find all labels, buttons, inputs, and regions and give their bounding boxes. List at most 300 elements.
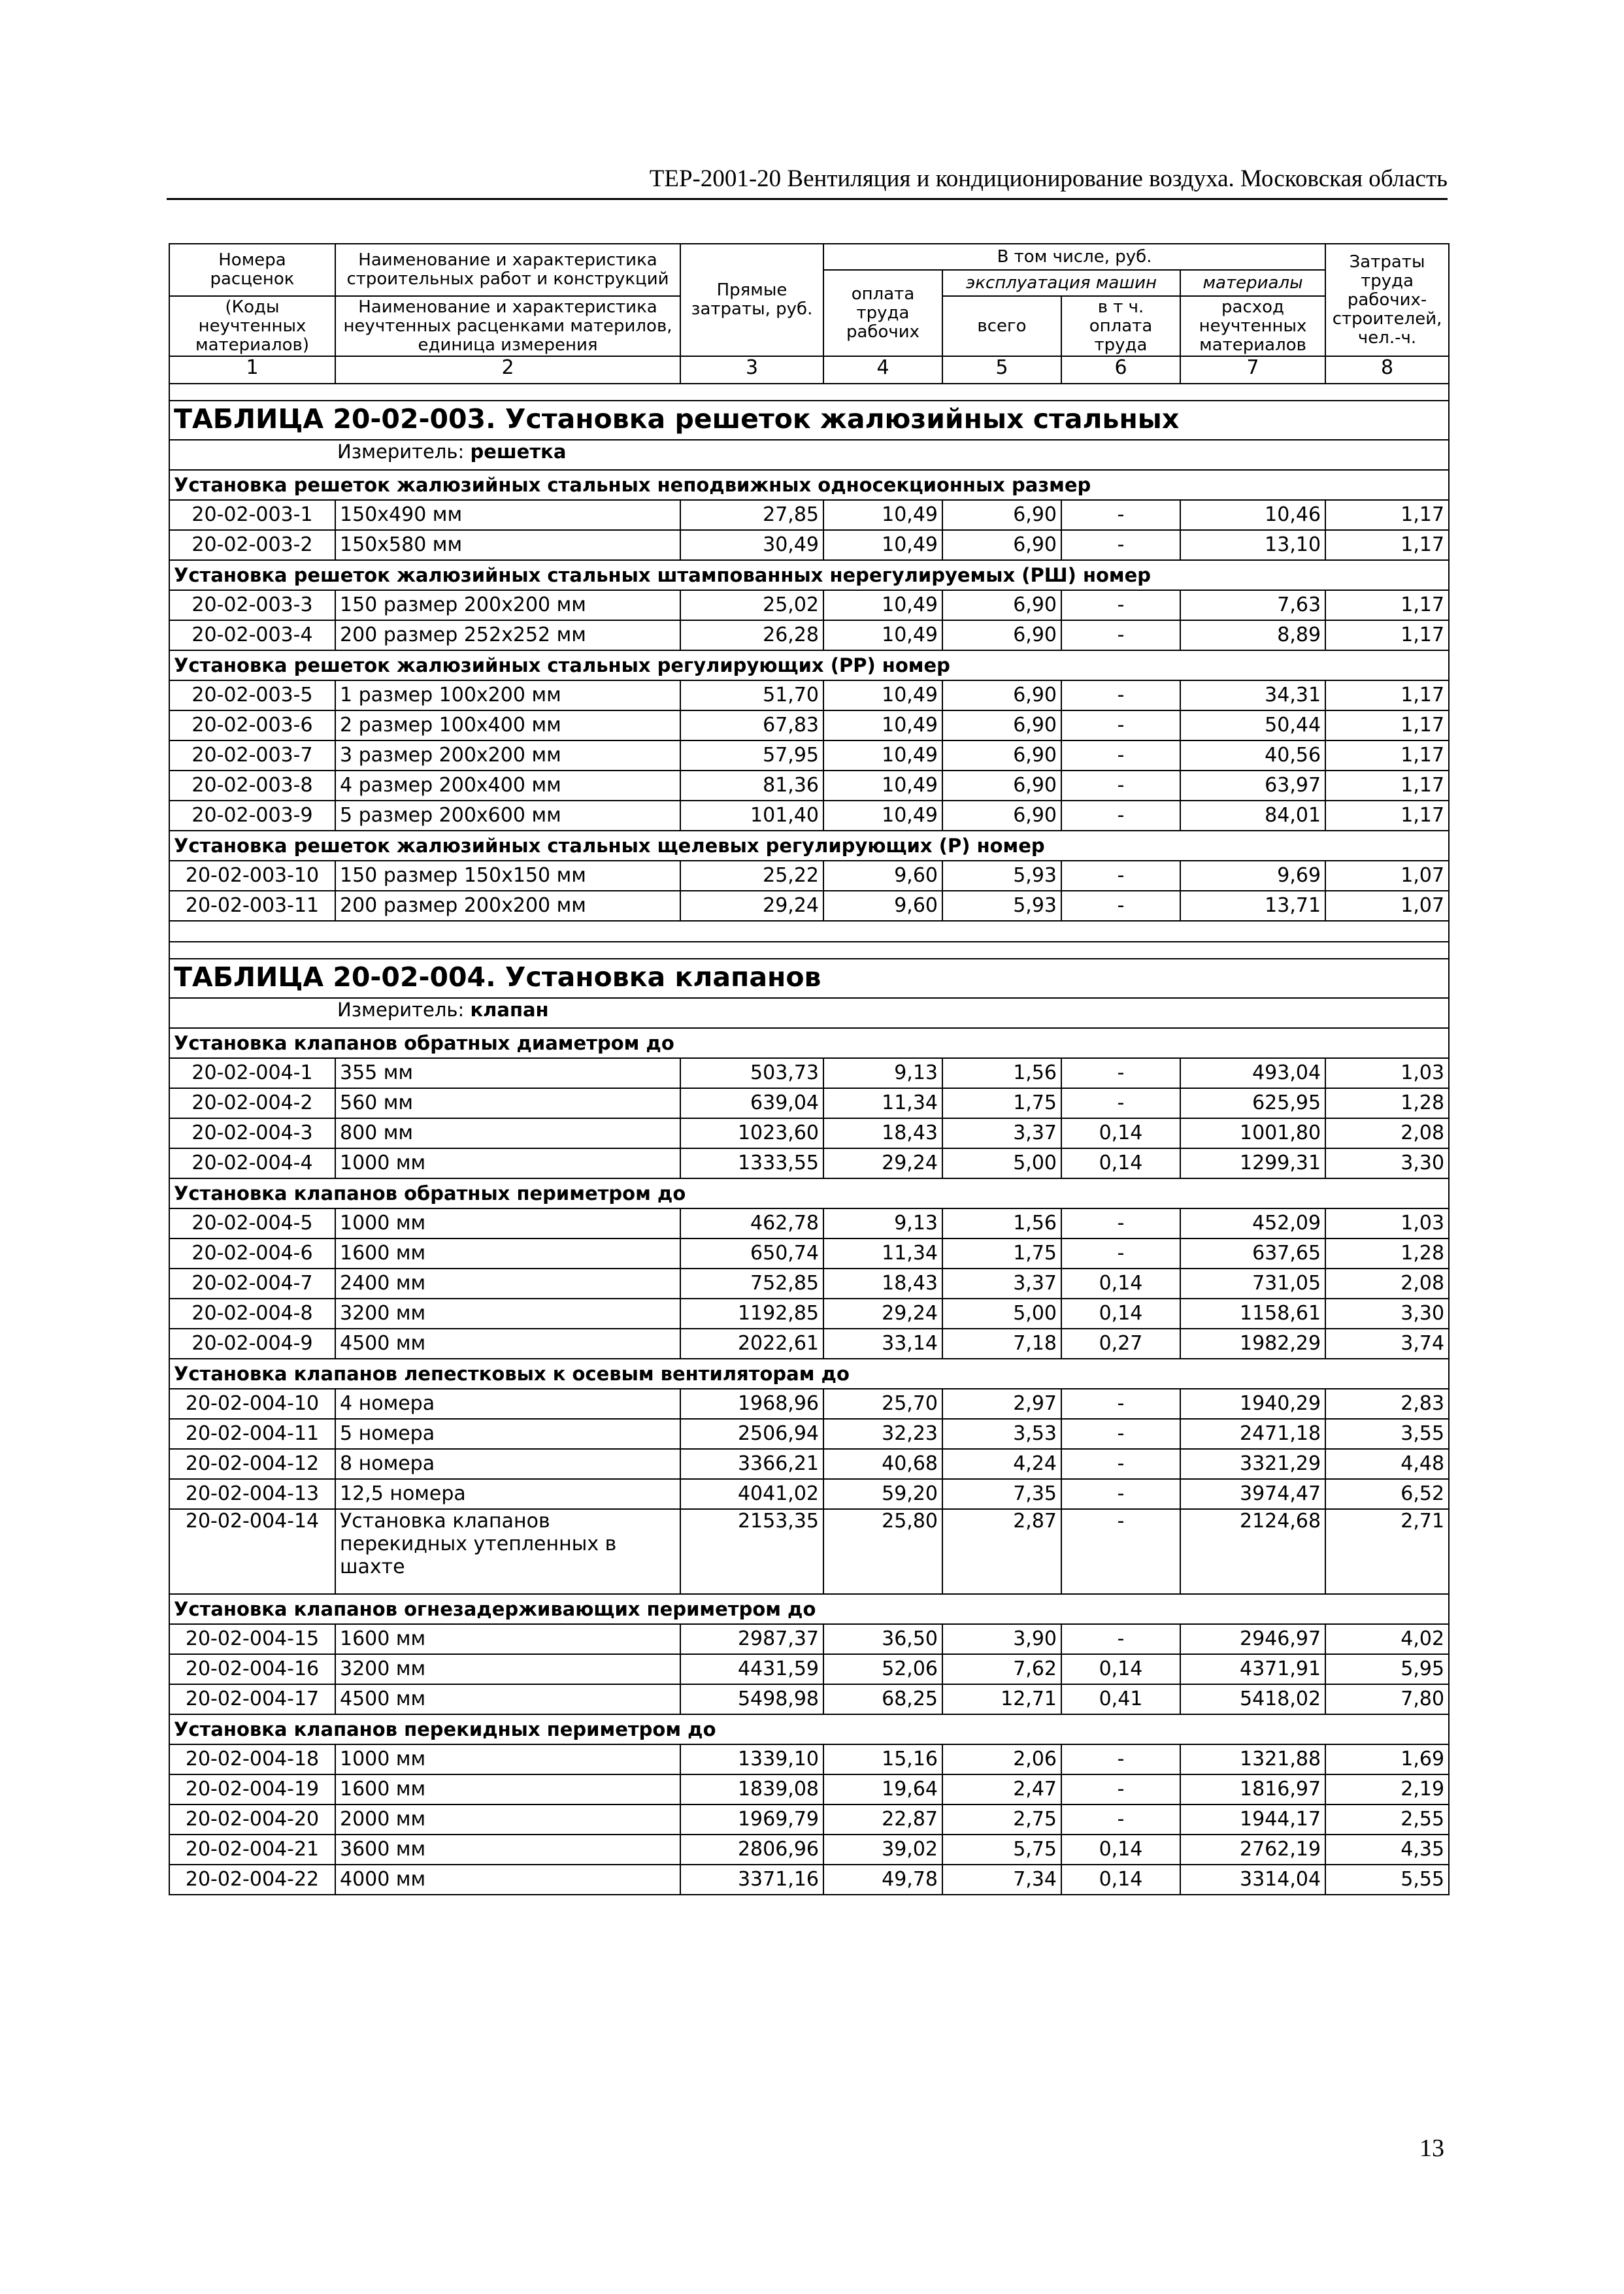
header-rule (167, 198, 1448, 200)
rate-code: 20-02-004-15 (169, 1624, 335, 1654)
table-row (169, 1269, 1449, 1299)
work-name: 3200 мм (335, 1654, 680, 1684)
header-machines: эксплуатация машин (942, 270, 1180, 296)
machine-cost: 6,90 (942, 801, 1061, 831)
labor-pay: 9,13 (823, 1208, 942, 1238)
labor-pay: 10,49 (823, 620, 942, 650)
machine-labor-pay: - (1061, 1088, 1180, 1118)
section-title: Установка клапанов перекидных периметром до (169, 1714, 1449, 1744)
section-title: Установка клапанов обратных диаметром до (169, 1028, 1449, 1058)
machine-cost: 5,93 (942, 861, 1061, 891)
labor-pay: 52,06 (823, 1654, 942, 1684)
spacer-cell (169, 942, 1449, 959)
material-cost: 2471,18 (1180, 1419, 1325, 1449)
machine-labor-pay: 0,14 (1061, 1269, 1180, 1299)
table-row (169, 1479, 1449, 1509)
labor-pay: 32,23 (823, 1419, 942, 1449)
direct-cost: 503,73 (680, 1058, 823, 1088)
table-row (169, 1088, 1449, 1118)
labor-hours: 1,17 (1325, 620, 1449, 650)
machine-cost: 3,37 (942, 1269, 1061, 1299)
rate-code: 20-02-004-17 (169, 1684, 335, 1714)
labor-hours: 4,35 (1325, 1835, 1449, 1865)
material-cost: 10,46 (1180, 500, 1325, 530)
table-row (169, 1329, 1449, 1359)
header-materials-sub: расход неучтенных материалов (1180, 296, 1325, 356)
direct-cost: 462,78 (680, 1208, 823, 1238)
table-gap (169, 921, 1449, 942)
work-name: 560 мм (335, 1088, 680, 1118)
rate-code: 20-02-004-4 (169, 1148, 335, 1178)
column-number: 1 (169, 356, 335, 384)
work-name: 800 мм (335, 1118, 680, 1148)
labor-pay: 11,34 (823, 1088, 942, 1118)
labor-pay: 10,49 (823, 530, 942, 560)
machine-cost: 4,24 (942, 1449, 1061, 1479)
machine-labor-pay: 0,14 (1061, 1118, 1180, 1148)
labor-pay: 10,49 (823, 801, 942, 831)
direct-cost: 30,49 (680, 530, 823, 560)
machine-cost: 2,06 (942, 1744, 1061, 1774)
section-title-row (169, 470, 1449, 500)
work-name: 1000 мм (335, 1208, 680, 1238)
section-title-row (169, 831, 1449, 861)
machine-cost: 1,75 (942, 1238, 1061, 1269)
material-cost: 8,89 (1180, 620, 1325, 650)
labor-hours: 3,30 (1325, 1299, 1449, 1329)
labor-pay: 29,24 (823, 1299, 942, 1329)
table-row (169, 1208, 1449, 1238)
machine-cost: 3,90 (942, 1624, 1061, 1654)
material-cost: 1944,17 (1180, 1804, 1325, 1835)
rate-code: 20-02-003-8 (169, 771, 335, 801)
rate-code: 20-02-004-2 (169, 1088, 335, 1118)
labor-pay: 10,49 (823, 710, 942, 740)
rate-code: 20-02-003-2 (169, 530, 335, 560)
direct-cost: 2806,96 (680, 1835, 823, 1865)
header-col1-top: Номера расценок (169, 244, 335, 296)
table-row (169, 590, 1449, 620)
labor-pay: 39,02 (823, 1835, 942, 1865)
direct-cost: 67,83 (680, 710, 823, 740)
machine-labor-pay: - (1061, 801, 1180, 831)
section-title: Установка решеток жалюзийных стальных регулирующих (РР) номер (169, 650, 1449, 680)
rate-code: 20-02-004-14 (169, 1509, 335, 1594)
work-name: 2400 мм (335, 1269, 680, 1299)
work-name: 1600 мм (335, 1238, 680, 1269)
machine-cost: 6,90 (942, 710, 1061, 740)
machine-labor-pay: - (1061, 1389, 1180, 1419)
rate-code: 20-02-004-1 (169, 1058, 335, 1088)
labor-pay: 40,68 (823, 1449, 942, 1479)
machine-labor-pay: - (1061, 771, 1180, 801)
column-number: 2 (335, 356, 680, 384)
direct-cost: 101,40 (680, 801, 823, 831)
measure-cell (169, 998, 1449, 1028)
labor-hours: 1,17 (1325, 530, 1449, 560)
direct-cost: 752,85 (680, 1269, 823, 1299)
labor-hours: 2,71 (1325, 1509, 1449, 1594)
table-row (169, 1449, 1449, 1479)
table-row (169, 1654, 1449, 1684)
header-machines-total: всего (942, 296, 1061, 356)
material-cost: 4371,91 (1180, 1654, 1325, 1684)
rate-code: 20-02-004-18 (169, 1744, 335, 1774)
material-cost: 63,97 (1180, 771, 1325, 801)
header-group: В том числе, руб. (823, 244, 1325, 270)
table-row (169, 1744, 1449, 1774)
direct-cost: 26,28 (680, 620, 823, 650)
page-number: 13 (1419, 2135, 1444, 2162)
machine-labor-pay: 0,14 (1061, 1865, 1180, 1895)
machine-labor-pay: - (1061, 620, 1180, 650)
material-cost: 3314,04 (1180, 1865, 1325, 1895)
table-title-cell (169, 959, 1449, 998)
direct-cost: 3371,16 (680, 1865, 823, 1895)
labor-pay: 11,34 (823, 1238, 942, 1269)
machine-labor-pay: - (1061, 740, 1180, 771)
table-row (169, 1118, 1449, 1148)
work-name: 5 номера (335, 1419, 680, 1449)
rate-code: 20-02-004-22 (169, 1865, 335, 1895)
table-row (169, 1058, 1449, 1088)
labor-hours: 5,95 (1325, 1654, 1449, 1684)
work-name: 1000 мм (335, 1744, 680, 1774)
work-name: Установка клапанов перекидных утепленных в шахте (335, 1509, 680, 1594)
table-title: ТАБЛИЦА 20-02-003. Установка решеток жалюзийных стальных (174, 403, 1180, 435)
work-name: 200 размер 252х252 мм (335, 620, 680, 650)
material-cost: 84,01 (1180, 801, 1325, 831)
labor-pay: 9,60 (823, 861, 942, 891)
labor-pay: 9,60 (823, 891, 942, 921)
direct-cost: 1333,55 (680, 1148, 823, 1178)
machine-cost: 7,62 (942, 1654, 1061, 1684)
labor-hours: 5,55 (1325, 1865, 1449, 1895)
labor-hours: 6,52 (1325, 1479, 1449, 1509)
machine-cost: 1,56 (942, 1208, 1061, 1238)
labor-hours: 4,02 (1325, 1624, 1449, 1654)
machine-labor-pay: 0,14 (1061, 1299, 1180, 1329)
rate-code: 20-02-004-3 (169, 1118, 335, 1148)
direct-cost: 1192,85 (680, 1299, 823, 1329)
rate-code: 20-02-004-16 (169, 1654, 335, 1684)
labor-hours: 2,08 (1325, 1269, 1449, 1299)
labor-pay: 33,14 (823, 1329, 942, 1359)
machine-cost: 7,18 (942, 1329, 1061, 1359)
machine-labor-pay: - (1061, 1419, 1180, 1449)
column-number: 7 (1180, 356, 1325, 384)
labor-pay: 18,43 (823, 1118, 942, 1148)
work-name: 150х580 мм (335, 530, 680, 560)
labor-pay: 68,25 (823, 1684, 942, 1714)
labor-hours: 1,03 (1325, 1208, 1449, 1238)
machine-cost: 2,87 (942, 1509, 1061, 1594)
section-title: Установка клапанов огнезадерживающих периметром до (169, 1594, 1449, 1624)
rate-code: 20-02-004-5 (169, 1208, 335, 1238)
work-name: 2 размер 100х400 мм (335, 710, 680, 740)
machine-cost: 6,90 (942, 740, 1061, 771)
material-cost: 40,56 (1180, 740, 1325, 771)
table-row (169, 1624, 1449, 1654)
work-name: 8 номера (335, 1449, 680, 1479)
table-spacer (169, 942, 1449, 959)
table-row (169, 1148, 1449, 1178)
work-name: 3600 мм (335, 1835, 680, 1865)
work-name: 1 размер 100х200 мм (335, 680, 680, 710)
material-cost: 1982,29 (1180, 1329, 1325, 1359)
labor-pay: 10,49 (823, 771, 942, 801)
section-title-row (169, 560, 1449, 590)
machine-labor-pay: - (1061, 1058, 1180, 1088)
work-name: 2000 мм (335, 1804, 680, 1835)
work-name: 1600 мм (335, 1774, 680, 1804)
material-cost: 3974,47 (1180, 1479, 1325, 1509)
rate-code: 20-02-003-6 (169, 710, 335, 740)
gap-cell (169, 921, 1449, 942)
machine-labor-pay: - (1061, 1774, 1180, 1804)
direct-cost: 25,22 (680, 861, 823, 891)
table-row (169, 710, 1449, 740)
machine-cost: 1,56 (942, 1058, 1061, 1088)
column-number: 5 (942, 356, 1061, 384)
rate-code: 20-02-004-19 (169, 1774, 335, 1804)
machine-cost: 6,90 (942, 530, 1061, 560)
machine-cost: 7,34 (942, 1865, 1061, 1895)
machine-labor-pay: - (1061, 710, 1180, 740)
column-number: 3 (680, 356, 823, 384)
labor-hours: 1,17 (1325, 500, 1449, 530)
material-cost: 34,31 (1180, 680, 1325, 710)
spacer-cell (169, 384, 1449, 401)
machine-cost: 7,35 (942, 1479, 1061, 1509)
machine-labor-pay: - (1061, 1238, 1180, 1269)
section-title: Установка решеток жалюзийных стальных неподвижных односекционных размер (169, 470, 1449, 500)
work-name: 4000 мм (335, 1865, 680, 1895)
direct-cost: 1968,96 (680, 1389, 823, 1419)
direct-cost: 1023,60 (680, 1118, 823, 1148)
machine-labor-pay: - (1061, 500, 1180, 530)
labor-pay: 10,49 (823, 740, 942, 771)
work-name: 150 размер 150х150 мм (335, 861, 680, 891)
material-cost: 2124,68 (1180, 1509, 1325, 1594)
labor-hours: 1,17 (1325, 590, 1449, 620)
labor-pay: 25,70 (823, 1389, 942, 1419)
table-title: ТАБЛИЦА 20-02-004. Установка клапанов (174, 961, 821, 993)
rate-code: 20-02-004-8 (169, 1299, 335, 1329)
table-row (169, 620, 1449, 650)
section-title-row (169, 1359, 1449, 1389)
column-number: 4 (823, 356, 942, 384)
labor-pay: 10,49 (823, 590, 942, 620)
work-name: 4500 мм (335, 1329, 680, 1359)
price-table (169, 243, 1450, 1895)
labor-hours: 2,55 (1325, 1804, 1449, 1835)
work-name: 355 мм (335, 1058, 680, 1088)
material-cost: 9,69 (1180, 861, 1325, 891)
rate-code: 20-02-004-7 (169, 1269, 335, 1299)
machine-labor-pay: - (1061, 891, 1180, 921)
machine-cost: 2,75 (942, 1804, 1061, 1835)
section-title-row (169, 1594, 1449, 1624)
labor-hours: 1,17 (1325, 771, 1449, 801)
rate-code: 20-02-004-21 (169, 1835, 335, 1865)
work-name: 1600 мм (335, 1624, 680, 1654)
work-name: 150 размер 200х200 мм (335, 590, 680, 620)
direct-cost: 639,04 (680, 1088, 823, 1118)
direct-cost: 51,70 (680, 680, 823, 710)
material-cost: 7,63 (1180, 590, 1325, 620)
rate-code: 20-02-003-1 (169, 500, 335, 530)
direct-cost: 25,02 (680, 590, 823, 620)
material-cost: 13,10 (1180, 530, 1325, 560)
labor-pay: 49,78 (823, 1865, 942, 1895)
direct-cost: 1969,79 (680, 1804, 823, 1835)
rate-code: 20-02-004-11 (169, 1419, 335, 1449)
header-col8: Затраты труда рабочих-строителей, чел.-ч. (1325, 244, 1449, 356)
table-row (169, 1419, 1449, 1449)
machine-labor-pay: 0,14 (1061, 1835, 1180, 1865)
labor-pay: 18,43 (823, 1269, 942, 1299)
table-title-row (169, 959, 1449, 998)
machine-cost: 6,90 (942, 590, 1061, 620)
rate-code: 20-02-004-12 (169, 1449, 335, 1479)
work-name: 1000 мм (335, 1148, 680, 1178)
machine-cost: 6,90 (942, 680, 1061, 710)
machine-cost: 6,90 (942, 771, 1061, 801)
labor-hours: 2,19 (1325, 1774, 1449, 1804)
measure-label: Измеритель: (337, 441, 471, 463)
table-row (169, 1299, 1449, 1329)
labor-hours: 7,80 (1325, 1684, 1449, 1714)
labor-hours: 4,48 (1325, 1449, 1449, 1479)
labor-hours: 3,30 (1325, 1148, 1449, 1178)
labor-hours: 1,17 (1325, 680, 1449, 710)
table-row (169, 740, 1449, 771)
running-header: ТЕР-2001-20 Вентиляция и кондиционирование воздуха. Московская область (649, 165, 1448, 192)
machine-cost: 6,90 (942, 620, 1061, 650)
column-number: 8 (1325, 356, 1449, 384)
machine-cost: 1,75 (942, 1088, 1061, 1118)
table-title-row (169, 401, 1449, 440)
machine-labor-pay: - (1061, 680, 1180, 710)
table-row (169, 1238, 1449, 1269)
rate-code: 20-02-003-4 (169, 620, 335, 650)
material-cost: 1158,61 (1180, 1299, 1325, 1329)
direct-cost: 5498,98 (680, 1684, 823, 1714)
table-row (169, 1804, 1449, 1835)
direct-cost: 3366,21 (680, 1449, 823, 1479)
measure-row (169, 998, 1449, 1028)
machine-labor-pay: - (1061, 530, 1180, 560)
machine-cost: 12,71 (942, 1684, 1061, 1714)
machine-labor-pay: - (1061, 861, 1180, 891)
section-title-row (169, 1178, 1449, 1208)
machine-labor-pay: - (1061, 1624, 1180, 1654)
table-row (169, 891, 1449, 921)
material-cost: 50,44 (1180, 710, 1325, 740)
labor-pay: 59,20 (823, 1479, 942, 1509)
table-row (169, 1835, 1449, 1865)
section-title-row (169, 1028, 1449, 1058)
table-row (169, 771, 1449, 801)
measure-label: Измеритель: (337, 999, 471, 1021)
machine-labor-pay: 0,14 (1061, 1654, 1180, 1684)
rate-code: 20-02-003-10 (169, 861, 335, 891)
header-col3: Прямые затраты, руб. (680, 244, 823, 356)
labor-hours: 3,74 (1325, 1329, 1449, 1359)
material-cost: 2946,97 (1180, 1624, 1325, 1654)
labor-hours: 1,07 (1325, 891, 1449, 921)
direct-cost: 29,24 (680, 891, 823, 921)
work-name: 200 размер 200х200 мм (335, 891, 680, 921)
machine-labor-pay: - (1061, 1804, 1180, 1835)
direct-cost: 4041,02 (680, 1479, 823, 1509)
labor-hours: 1,17 (1325, 801, 1449, 831)
table-row (169, 500, 1449, 530)
rate-code: 20-02-004-6 (169, 1238, 335, 1269)
rate-code: 20-02-004-9 (169, 1329, 335, 1359)
material-cost: 1299,31 (1180, 1148, 1325, 1178)
work-name: 4 номера (335, 1389, 680, 1419)
machine-labor-pay: - (1061, 590, 1180, 620)
labor-hours: 1,28 (1325, 1088, 1449, 1118)
machine-labor-pay: - (1061, 1479, 1180, 1509)
direct-cost: 81,36 (680, 771, 823, 801)
direct-cost: 2506,94 (680, 1419, 823, 1449)
header-machines-incl: в т ч. оплата труда (1061, 296, 1180, 356)
table-row (169, 1389, 1449, 1419)
labor-pay: 10,49 (823, 500, 942, 530)
work-name: 4 размер 200х400 мм (335, 771, 680, 801)
table-row (169, 801, 1449, 831)
machine-labor-pay: - (1061, 1509, 1180, 1594)
labor-hours: 1,07 (1325, 861, 1449, 891)
direct-cost: 1339,10 (680, 1744, 823, 1774)
material-cost: 1321,88 (1180, 1744, 1325, 1774)
labor-hours: 1,17 (1325, 710, 1449, 740)
material-cost: 2762,19 (1180, 1835, 1325, 1865)
table-row (169, 1684, 1449, 1714)
section-title: Установка решеток жалюзийных стальных щелевых регулирующих (Р) номер (169, 831, 1449, 861)
labor-hours: 1,28 (1325, 1238, 1449, 1269)
rate-code: 20-02-004-13 (169, 1479, 335, 1509)
material-cost: 625,95 (1180, 1088, 1325, 1118)
direct-cost: 650,74 (680, 1238, 823, 1269)
material-cost: 493,04 (1180, 1058, 1325, 1088)
direct-cost: 2987,37 (680, 1624, 823, 1654)
material-cost: 731,05 (1180, 1269, 1325, 1299)
material-cost: 637,65 (1180, 1238, 1325, 1269)
machine-cost: 2,47 (942, 1774, 1061, 1804)
labor-pay: 25,80 (823, 1509, 942, 1594)
machine-labor-pay: - (1061, 1744, 1180, 1774)
machine-cost: 5,93 (942, 891, 1061, 921)
material-cost: 13,71 (1180, 891, 1325, 921)
machine-cost: 5,75 (942, 1835, 1061, 1865)
section-title-row (169, 1714, 1449, 1744)
labor-pay: 9,13 (823, 1058, 942, 1088)
header-col2-bottom: Наименование и характеристика неучтенных расценками материлов, единица измерения (335, 296, 680, 356)
direct-cost: 2153,35 (680, 1509, 823, 1594)
section-title: Установка клапанов обратных периметром до (169, 1178, 1449, 1208)
rate-code: 20-02-003-3 (169, 590, 335, 620)
labor-hours: 1,69 (1325, 1744, 1449, 1774)
work-name: 12,5 номера (335, 1479, 680, 1509)
table-header (169, 244, 1449, 384)
rate-code: 20-02-003-7 (169, 740, 335, 771)
direct-cost: 4431,59 (680, 1654, 823, 1684)
table-row (169, 1774, 1449, 1804)
